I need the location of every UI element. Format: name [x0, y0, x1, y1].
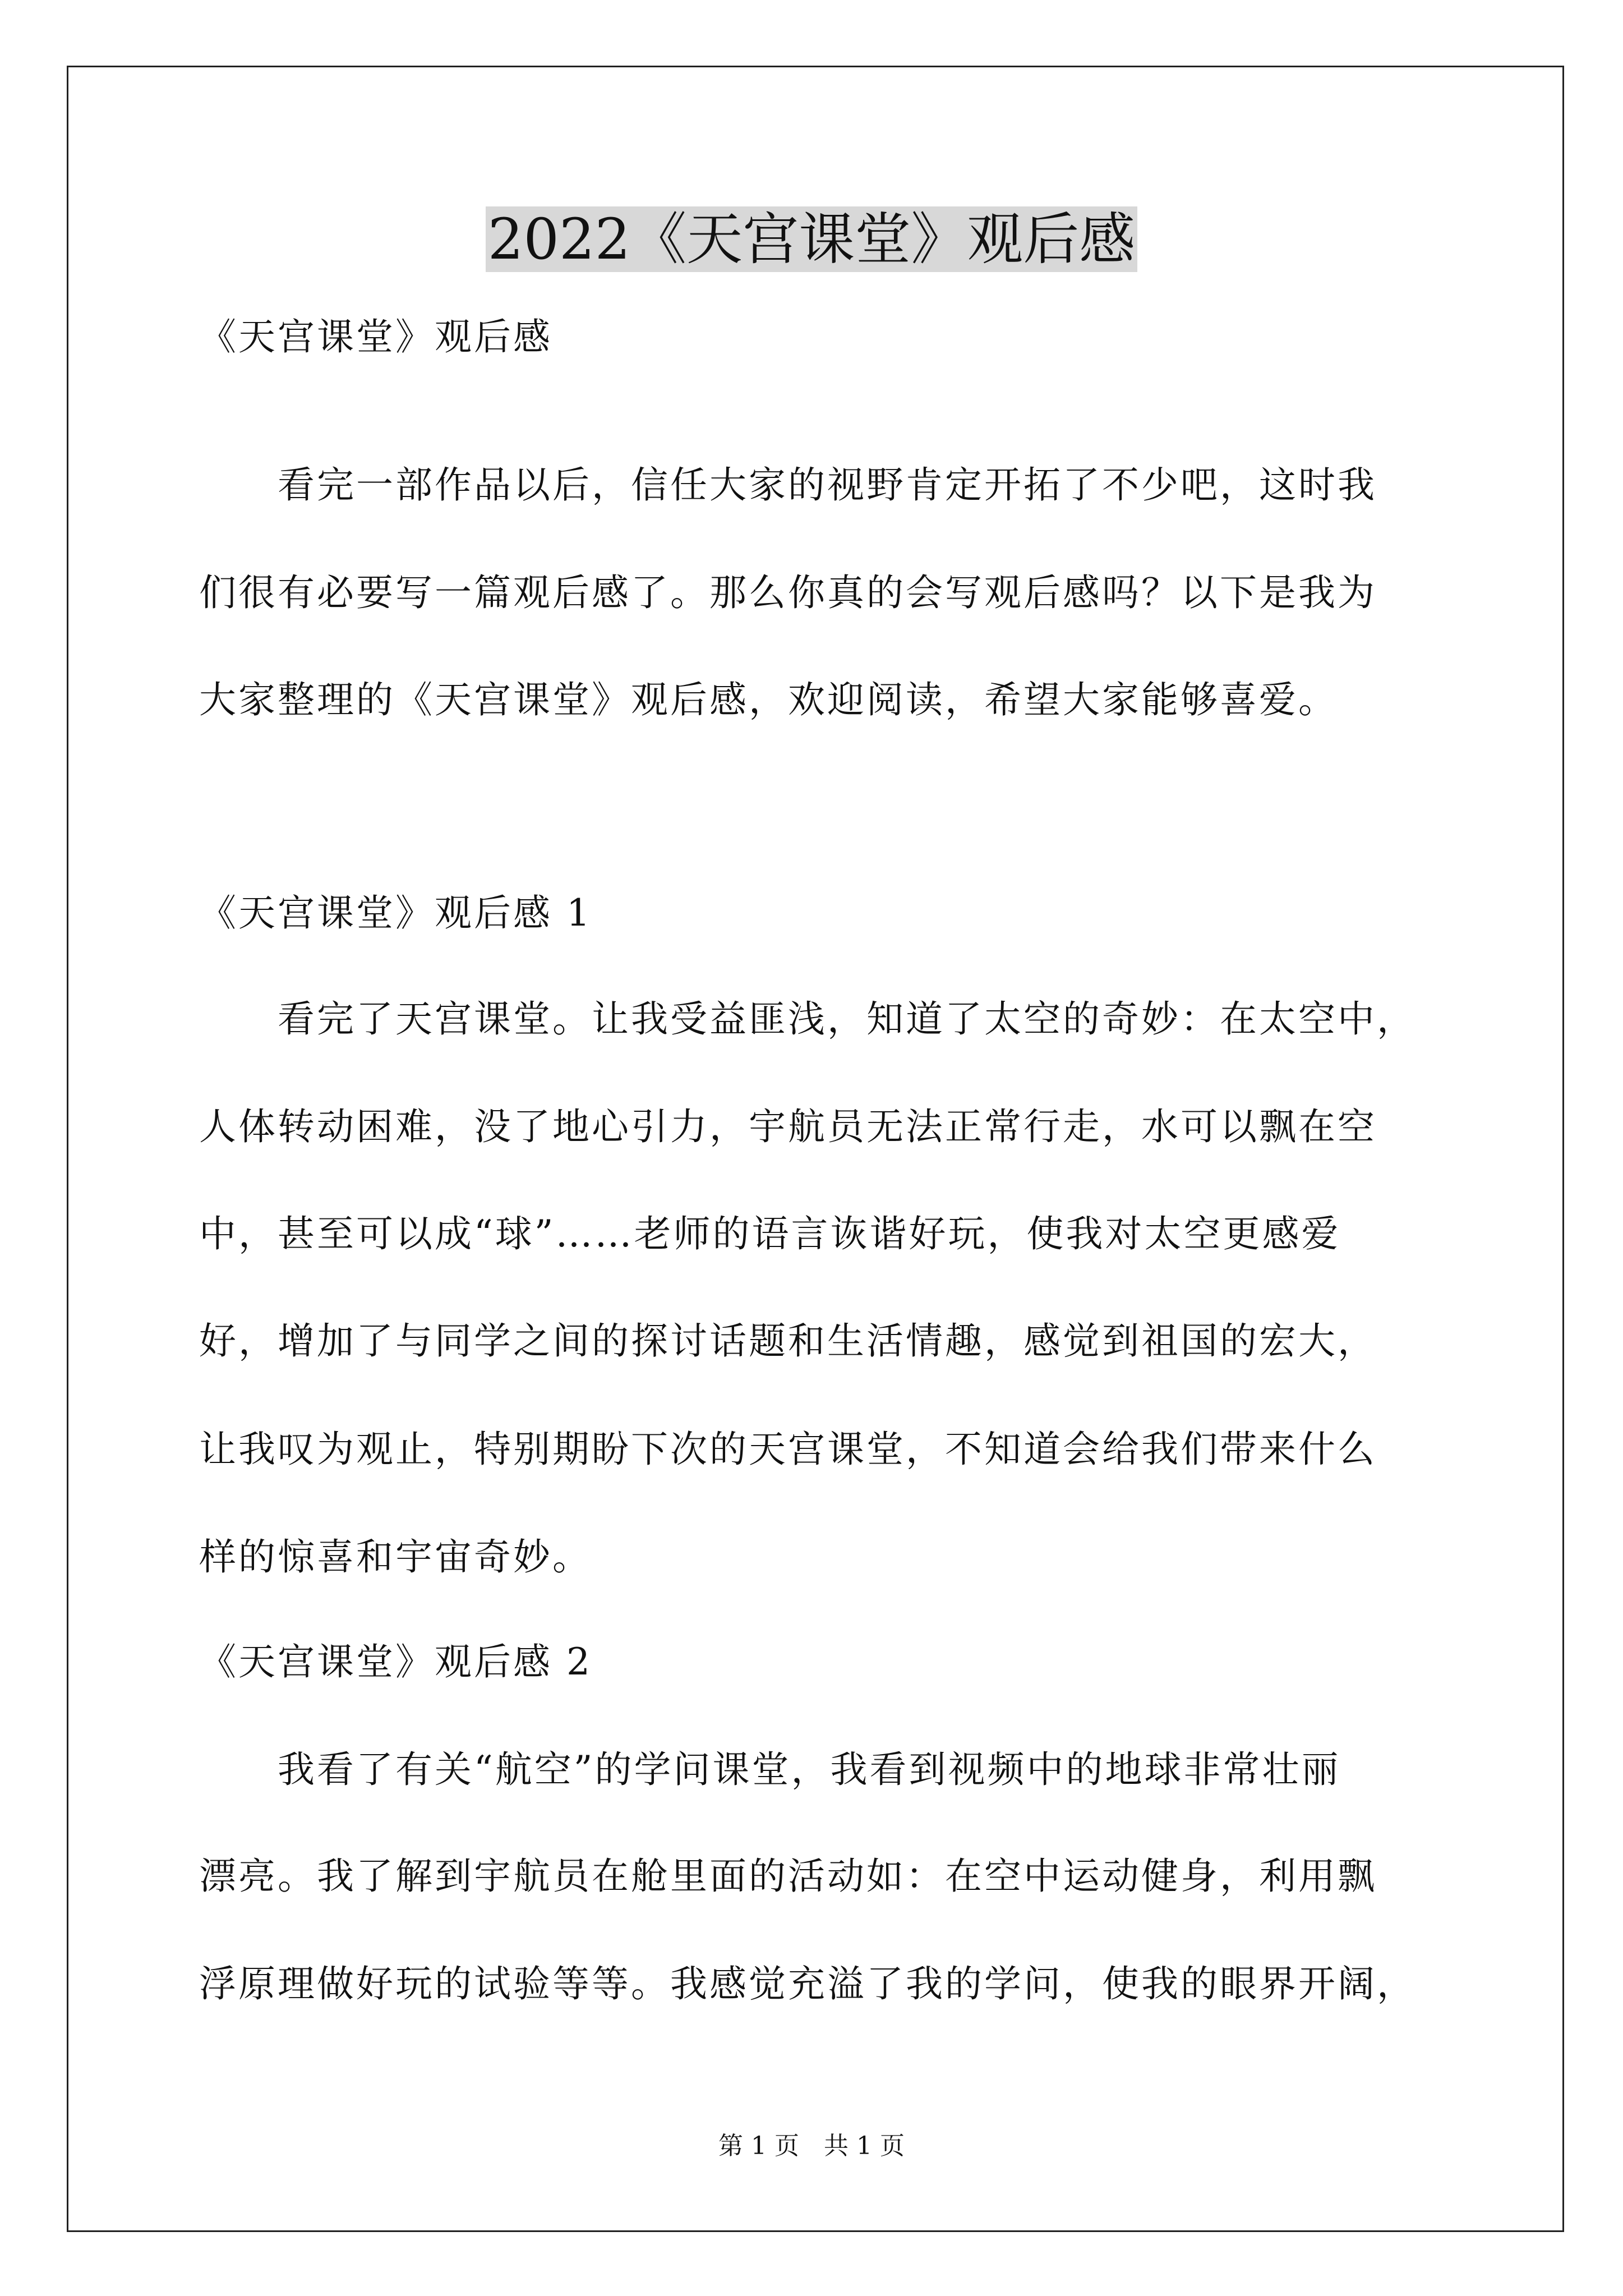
paragraph-line: 让我叹为观止，特别期盼下次的天宫课堂，不知道会给我们带来什么 — [199, 1428, 1377, 1471]
document-title — [0, 203, 1623, 276]
paragraph-line: 浮原理做好玩的试验等等。我感觉充溢了我的学问，使我的眼界开阔， — [199, 1962, 1416, 2005]
paragraph-line: 好，增加了与同学之间的探讨话题和生活情趣，感觉到祖国的宏大， — [199, 1319, 1377, 1363]
section-heading: 《天宫课堂》观后感 1 — [199, 891, 592, 935]
subtitle-line: 《天宫课堂》观后感 — [199, 315, 552, 358]
paragraph-line: 大家整理的《天宫课堂》观后感，欢迎阅读，希望大家能够喜爱。 — [199, 678, 1338, 721]
paragraph-line: 看完了天宫课堂。让我受益匪浅，知道了太空的奇妙：在太空中， — [199, 997, 1416, 1041]
paragraph-line: 漂亮。我了解到宇航员在舱里面的活动如：在空中运动健身，利用飘 — [199, 1855, 1377, 1898]
title-text: 2022《天宫课堂》观后感 — [486, 206, 1138, 272]
paragraph-line: 我看了有关“航空”的学问课堂，我看到视频中的地球非常壮丽 — [199, 1748, 1341, 1791]
section-heading: 《天宫课堂》观后感 2 — [199, 1640, 592, 1683]
paragraph-line: 们很有必要写一篇观后感了。那么你真的会写观后感吗？以下是我为 — [199, 571, 1377, 614]
paragraph-line: 样的惊喜和宇宙奇妙。 — [199, 1535, 592, 1579]
paragraph-line: 人体转动困难，没了地心引力，宇航员无法正常行走，水可以飘在空 — [199, 1105, 1377, 1148]
paragraph-line: 看完一部作品以后，信任大家的视野肯定开拓了不少吧，这时我 — [199, 463, 1377, 507]
page-footer: 第 1 页 共 1 页 — [718, 2132, 905, 2160]
paragraph-line: 中，甚至可以成“球”……老师的语言诙谐好玩，使我对太空更感爱 — [199, 1212, 1341, 1255]
